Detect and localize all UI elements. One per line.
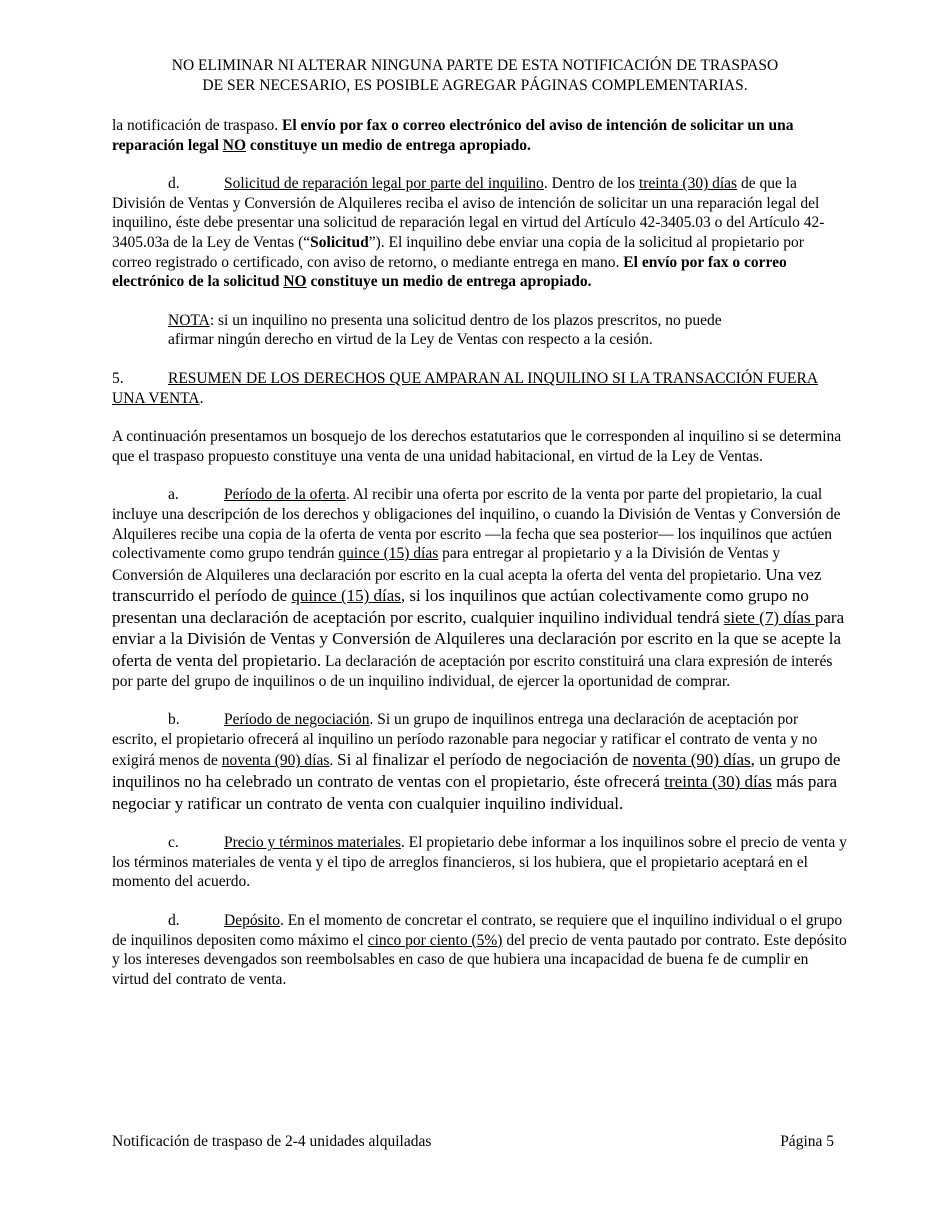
document-body xyxy=(112,116,847,1008)
section-title: Depósito xyxy=(224,912,280,929)
note-label: NOTA xyxy=(168,311,210,329)
section-c-price-terms: c. Precio y términos materiales. El propietario debe informar a los inquilinos sobre el precio de venta y los términos materiales de venta y el tipo de arreglos financieros, si los hubiera, que el propietario aceptará en el momento del acuerdo. xyxy=(112,834,847,891)
section-a-offer-period: a. Período de la oferta. Al recibir una oferta por escrito de la venta por parte del propietario, la cual incluye una descripción de los derechos y obligaciones del inquilino, o cuando la División de Ventas y Conversión de Alquileres recibe una copia de la oferta de venta por escrito —la fecha que sea posterior— los inquilinos que actúen colectivamente como grupo tendrán quince (15) días para entregar al propietario y a la División de Ventas y Conversión de Alquileres una declaración por escrito en la cual acepta la oferta del venta del propietario. Una vez transcurrido el período de quince (15) días, si los inquilinos que actúan colectivamente como grupo no presentan una declaración de aceptación por escrito, cualquier inquilino individual tendrá siete (7) días para enviar a la División de Ventas y Conversión de Alquileres una declaración por escrito en la que se acepte la oferta de venta del propietario. La declaración de aceptación por escrito constituirá una clara expresión de interés por parte del grupo de inquilinos o de un inquilino individual, de ejercer la oportunidad de comprar. xyxy=(112,486,845,690)
footer-title: Notificación de traspaso de 2-4 unidades alquiladas xyxy=(112,1133,432,1150)
section-title: Período de negociación xyxy=(224,711,370,729)
section-title: Período de la oferta xyxy=(224,486,346,504)
section-b-negotiation-period: b. Período de negociación. Si un grupo de inquilinos entrega una declaración de aceptación por escrito, el propietario ofrecerá al inquilino un período razonable para negociar y ratificar el contrato de venta y no exigirá menos de noventa (90) días. Si al finalizar el período de negociación de noventa (90) días, un grupo de inquilinos no ha celebrado un contrato de ventas con el propietario, éste ofrecerá treinta (30) días más para negociar y ratificar un contrato de venta con cualquier inquilino individual. xyxy=(112,711,841,813)
section-title: Precio y términos materiales xyxy=(224,834,401,852)
note-paragraph: NOTA: si un inquilino no presenta una solicitud dentro de los plazos prescritos, no puede afirmar ningún derecho en virtud de la Ley de Ventas con respecto a la cesión. xyxy=(168,311,722,349)
section-title: Solicitud de reparación legal por parte del inquilino xyxy=(224,175,544,193)
summary-paragraph: A continuación presentamos un bosquejo de los derechos estatutarios que le corresponden al inquilino si se determina que el traspaso propuesto constituye una venta de una unidad habitacional, en virtud de la Ley de Ventas. xyxy=(112,428,842,465)
header-line-2: DE SER NECESARIO, ES POSIBLE AGREGAR PÁGINAS COMPLEMENTARIAS. xyxy=(202,77,748,94)
section-5-heading: 5. RESUMEN DE LOS DERECHOS QUE AMPARAN AL INQUILINO SI LA TRANSACCIÓN FUERA UNA VENTA. xyxy=(112,369,819,407)
section-d-tenant-petition: d. Solicitud de reparación legal por parte del inquilino. Dentro de los treinta (30) días de que la División de Ventas y Conversión de Alquileres reciba el aviso de intención de solicitar un una reparación legal del inquilino, éste debe presentar una solicitud de reparación legal en virtud del Artículo 42-3405.03 o del Artículo 42-3405.03a de la Ley de Ventas (“Solicitud”). El inquilino debe enviar una copia de la solicitud al propietario por correo registrado o certificado, con aviso de retorno, o mediante entrega en mano. El envío por fax o correo electrónico de la solicitud NO constituye un medio de entrega apropiado. xyxy=(112,175,825,291)
header-line-1: NO ELIMINAR NI ALTERAR NINGUNA PARTE DE ESTA NOTIFICACIÓN DE TRASPASO xyxy=(171,57,779,74)
section-d-deposit: d. Depósito. En el momento de concretar el contrato, se requiere que el inquilino individual o el grupo de inquilinos depositen como máximo el cinco por ciento (5%) del precio de venta pautado por contrato. Este depósito y los intereses devengados son reembolsables en caso de que hubiera una incapacidad de buena fe de cumplir en virtud del contrato de venta. xyxy=(112,912,847,988)
page-number: Página 5 xyxy=(780,1133,834,1150)
intro-paragraph: la notificación de traspaso. El envío por fax o correo electrónico del aviso de intención de solicitar un una reparación legal NO constituye un medio de entrega apropiado. xyxy=(112,117,794,154)
section-5-title: RESUMEN DE LOS DERECHOS QUE AMPARAN AL INQUILINO SI LA TRANSACCIÓN FUERA UNA VENTA xyxy=(112,369,819,407)
page-footer xyxy=(112,1132,834,1152)
page-header xyxy=(0,56,950,96)
